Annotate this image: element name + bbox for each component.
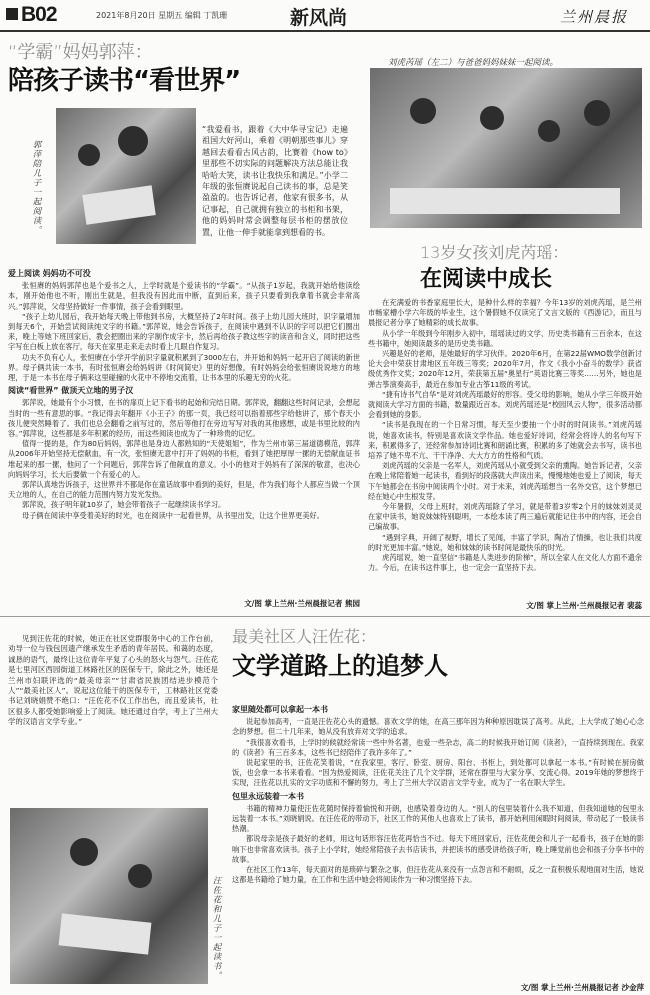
story3-paragraph: 说起参加高考，一直是汪佐花心头的遗憾。喜欢文学的她，在高三那年因为种种原因耽误了高考。从此，上大学成了她心心念念的梦想。但二十几年来，她从没有放弃对文学的追求。 (232, 717, 644, 737)
page-square-icon (6, 8, 18, 20)
story3-byline: 文/图 掌上兰州·兰州晨报记者 沙金萍 (520, 983, 644, 992)
story2-photo (370, 68, 642, 228)
story2-paragraph: 今年暑假，父母上班时，刘虎芮瑶除了学习，就是带着3岁零2个月的妹妹刘灵灵在家中读书，她说妹妹特别聪明，一本绘本读了两三遍后就能记住书中的内容，还会自己编故事。 (368, 502, 642, 532)
story1-body (8, 266, 360, 594)
masthead-rule (0, 30, 650, 32)
story2-kicker: 13岁女孩刘虎芮瑶： (420, 243, 569, 262)
story1-photo (56, 108, 196, 244)
section-divider (0, 616, 650, 617)
story3-paragraph: 都说母亲是孩子最好的老师，用这句话形容汪佐花再恰当不过。每天下班回家后，汪佐花便会和儿子一起看书，孩子在她的影响下也非常喜欢读书。孩子上小学时，她经常陪孩子去书店读书，并把读书的感受讲给孩子听，晚上睡觉前也会和孩子分享书中的故事。 (232, 834, 644, 864)
story2-photo-caption: 刘虎芮瑶（左二）与爸爸妈妈妹妹一起阅读。 (388, 58, 559, 68)
story3-photo-caption: 汪佐花和儿子一起读书。 (211, 876, 221, 981)
story3-side-text (8, 634, 218, 802)
story3-paragraph: “我很喜欢看书，上学时的候就经常读一些中外名著，也爱一些杂志，高二的时候我开始订阅《读者》，一直持续到现在。我家的《读者》有三百多本，这些书已经陪伴了我许多年了。” (232, 737, 644, 757)
story1-paragraph: 郭萍认真地告诉孩子，这世界并不都是你在童话故事中看到的美好，但是，作为我们每个人都应当做一个顶天立地的人，在自己的能力范围内努力发光发热。 (8, 480, 360, 500)
story1-headline: 陪孩子读书“看世界” (8, 66, 241, 96)
section-title: 新风尚 (290, 7, 348, 29)
masthead (0, 0, 650, 30)
newspaper-brand: 兰州晨报 (560, 8, 629, 26)
story3-headline: 文学道路上的追梦人 (232, 652, 448, 680)
story1-paragraph: 张恒赓的妈妈郭萍也是个爱书之人，上学时就是个爱读书的“学霸”。“从孩子1岁起，我就开始给他读绘本，刚开始他也不听，刚出生就是，但我没有因此而中断，直到后来，孩子只要看到我拿着书就会非常高兴。”郭萍说，父母坚持做好一件事情，孩子会看到眼里。 (8, 281, 360, 311)
story3-kicker: 最美社区人汪佐花： (232, 627, 377, 646)
story2-paragraph: “遇到字典，开阔了视野，增长了见闻，丰富了学识，陶冶了情操，也让我们共度的时光更加丰富。”她说，她和妹妹的读书时间是最快乐的时光。 (368, 532, 642, 552)
story2-paragraph: 虎芮瑶说，她一直坚信“书籍是人类进步的阶梯”，所以全家人在文化人方面不遗余力。今后，在读书这件事上，也一定会一直坚持下去。 (368, 553, 642, 573)
story1-subhead-2: 阅读“看世界” 做顶天立地的男子汉 (8, 386, 134, 396)
story1-paragraph: 功夫不负有心人，张恒赓在小学开学前识字量就积累到了3000左右，并开始和妈妈一起开启了阅读的新世界。母子俩共读一本书，有时张恒赓会给妈妈讲《时间简史》里的好想像，有时妈妈会给张恒赓说说地方的地理，于是一本书在母子俩来这里碰撞的火花中不停地交流着，让书本里的乐趣无穷的火花。 (8, 352, 360, 383)
story3-subhead-1: 家里随处都可以拿起一本书 (232, 705, 328, 714)
story2-paragraph: “捷有诗书气自华”是对刘虎芮瑶最好的形容。受父母的影响，她从小学三年级开始就阅读大学习方面的书籍，数量跟近百本。刘虎芮瑶还是“校园风云人物”，很多活动都会看到她的身影。 (368, 389, 642, 420)
story1-paragraph: 郭萍说，孩子明年就10岁了，她会带着孩子一起继续读书学习。 (22, 500, 226, 510)
story1-kicker: “学霸”妈妈郭萍： (8, 42, 153, 63)
story3-paragraph: 在社区工作13年，每天面对的是琐碎与繁杂之事，但汪佐花从来没有一点怨言和不耐烦，反之一直积极乐观地面对生活，她说这都是书籍给了她力量，在工作和生活中她会将阅读作为一种习惯坚持下去。 (232, 865, 644, 885)
story2-paragraph: “读书是我现在的一个日常习惯，每天至少要抽一个小时的时间读书。”刘虎芮瑶说，她喜欢读书，特别是喜欢读文学作品。她也爱好诗词，经常会将诗人的名句写下来，积累得多了，还经常参加诗词比赛和朗诵比赛，积累的多了她就会去书写，读书也培养了她不卑不亢、干干净净、大大方方的性格和气质。 (368, 420, 642, 461)
story3-subhead-2: 包里永远装着一本书 (232, 791, 304, 801)
story1-subhead-1: 爱上阅读 妈妈功不可没 (8, 269, 91, 278)
story2-paragraph: 从小学一年级到今年刚步入初中，瑶瑶读过的文学、历史类书籍有三百余本，在这些书籍中，她阅读最多的是历史类书籍。 (368, 328, 642, 348)
story3-photo (10, 808, 208, 984)
story2-paragraph: 在充满爱的书香家庭里长大，是种什么样的幸福？今年13岁的刘虎芮瑶，是兰州市畅家槽小学六年级的毕业生，这个暑假她不仅读完了文言文版的《西游记》，而且与晨报记者分享了她精彩的成长故事。 (368, 298, 642, 328)
story3-paragraph: 书籍的精神力量使汪佐花随时保持着愉悦和开朗，也感染着身边的人。“别人的包里装着什么我不知道，但我知道她的包里永远装着一本书。”刘晓娟说。在汪佐花的带动下，社区工作的其他人也喜欢上了读书，都开始利用闲暇时间阅读，带动起了一股读书热潮。 (232, 803, 644, 834)
story2-paragraph: 刘虎芮瑶的父亲是一名军人，刘虎芮瑶从小就受到父亲的熏陶。她告诉记者，父亲在晚上常陪着她一起读书，看到好的段落就大声读出来，慢慢地她也爱上了阅读，每天下午她都会在书房中阅读两个小时。对于未来，刘虎芮瑶想当一名外交官，这个梦想已经在她心中生根发芽。 (368, 461, 642, 501)
story1-byline: 文/图 掌上兰州·兰州晨报记者 熊园 (244, 599, 360, 608)
story1-paragraph: “孩子上幼儿园后，我开始每天晚上带他到书房，大概坚持了2年时间。孩子上幼儿园大班时，识字量增加到每天6个，开始尝试阅读纯文字的书籍。”郭萍说，她会告诉孩子，在阅读中遇到不认识的字可以把它们圈出来，晚上等她下班回家后，教会把圈出来的字制作成字卡，然后再给孩子教这些字的读音和含义，同时把这些字写在白板上放在客厅，每天在家里走来走去时看上几眼自作复习。 (8, 311, 360, 352)
story1-paragraph: 值得一提的是，作为80后妈妈，郭萍也是身边人都熟知的“天使姐姐”，作为兰州市第三届道德模范，郭萍从2006年开始坚持无偿献血，有一次，张恒赓无意中打开了妈妈的书柜，看到了她把厚厚一摞的无偿献血证书堆起来的那一摞，他问了一个问题后，郭萍告诉了他献血的意义。小小的他对于妈妈有了深深的敬意，也决心向妈妈学习，长大后要做一个有爱心的人。 (8, 439, 360, 479)
story1-paragraph: 母子俩在阅读中享受着美好的时光，也在阅读中一起看世界，从书里出发，让这个世界更美好。 (22, 510, 324, 520)
story2-headline: 在阅读中成长 (420, 267, 553, 292)
story1-paragraph: 郭萍说，她最有个小习惯，在书的扉页上记下看书的起始和完结日期。郭萍说，翻翻这些时间记录，会想起当时的一些有意思的事。“我记得去年翻开《小王子》的那一页，我已经可以指着那些字给他讲了，那个春天小孩儿便突然睡着了。我们也总会翻看之前写过的，然后等他打在旁边写写对我的其他感想，或是书里比较的内容。”郭萍说，这些都是多年积累的经历，而这些阅读也成为了一种珍贵的记忆。 (8, 398, 360, 439)
issue-meta: 2021年8月20日 星期五 编辑 丁凯珊 (96, 11, 228, 20)
story1-quote: “我爱看书，跟着《大中华寻宝记》走遍祖国大好河山，乘着《明朝那些事儿》穿越回去看看古风古韵，比赛着《how to》里那些不切实际的问题解决方法总能让我哈哈大笑，读书让我快乐和满足。”小学二年级的张恒赓说起自己读书的事，总是笑盈盈的。也告诉记者，他家有很多书，从记事起，自己就拥有独立的书柜和书架，他的妈妈时常会调整每层书柜的摆放位置，让他一伸手就能拿到想看的书。 (202, 125, 348, 237)
story3-body (232, 702, 644, 980)
page-number: B02 (6, 3, 57, 27)
story2-byline: 文/图 掌上兰州·兰州晨报记者 裴蕊 (526, 601, 642, 610)
story3-paragraph: 说起家里的书，汪佐花笑着说，“在我家里，客厅、卧室、厨房、阳台、书柜上，到处都可以拿起一本书。”有时候在厨房做饭，也会拿一本书来看看。“因为热爱阅读，汪佐花关注了几个文学群，还常在群里与大家分享、交流心得。2019年她的梦想终于实现，汪佐花以扎实的文字功底和不懈的努力，考上了兰州大学汉语言文学专业，成为了一名在职大学生。 (232, 758, 644, 788)
story2-body (368, 298, 642, 594)
story1-photo-caption: 郭萍陪儿子一起阅读。 (31, 140, 41, 235)
story2-paragraph: 兴趣是好的老师，是她最好的学习伙伴。2020年6月，在第22届WMO数学创新讨论大会中荣获甘肃地区五年级三等奖；2020年7月，作文《我小小奋斗的数学》获省级优秀作文奖；2020年12月，荣获第五届“奥星行”英语比赛三等奖……另外，她也是弹古筝演奏高手，最近在参加专业古筝11级的考试。 (368, 349, 642, 389)
story3-side-paragraph: 见到汪佐花的时候，她正在社区党群服务中心的工作台前，劝导一位与钱包因遗产继承发生矛盾的青年居民。和蔼的态度，诚恳的语气，最终让这位青年平复了心头的怒火与怨气。汪佐花是七里河区西园街道工林路社区的医保专干，除此之外，她还是兰州市妇联评选的“最美母亲”“甘肃省民族团结进步模范个人”“最美社区人”。说起这位能干的医保专干，工林路社区党委书记刘晓娟赞不绝口：“汪佐花不仅工作出色，而且爱读书，社区很多人都受她影响爱上了阅读。她还通过自学，考上了兰州大学的汉语言文学专业。” (8, 634, 218, 727)
